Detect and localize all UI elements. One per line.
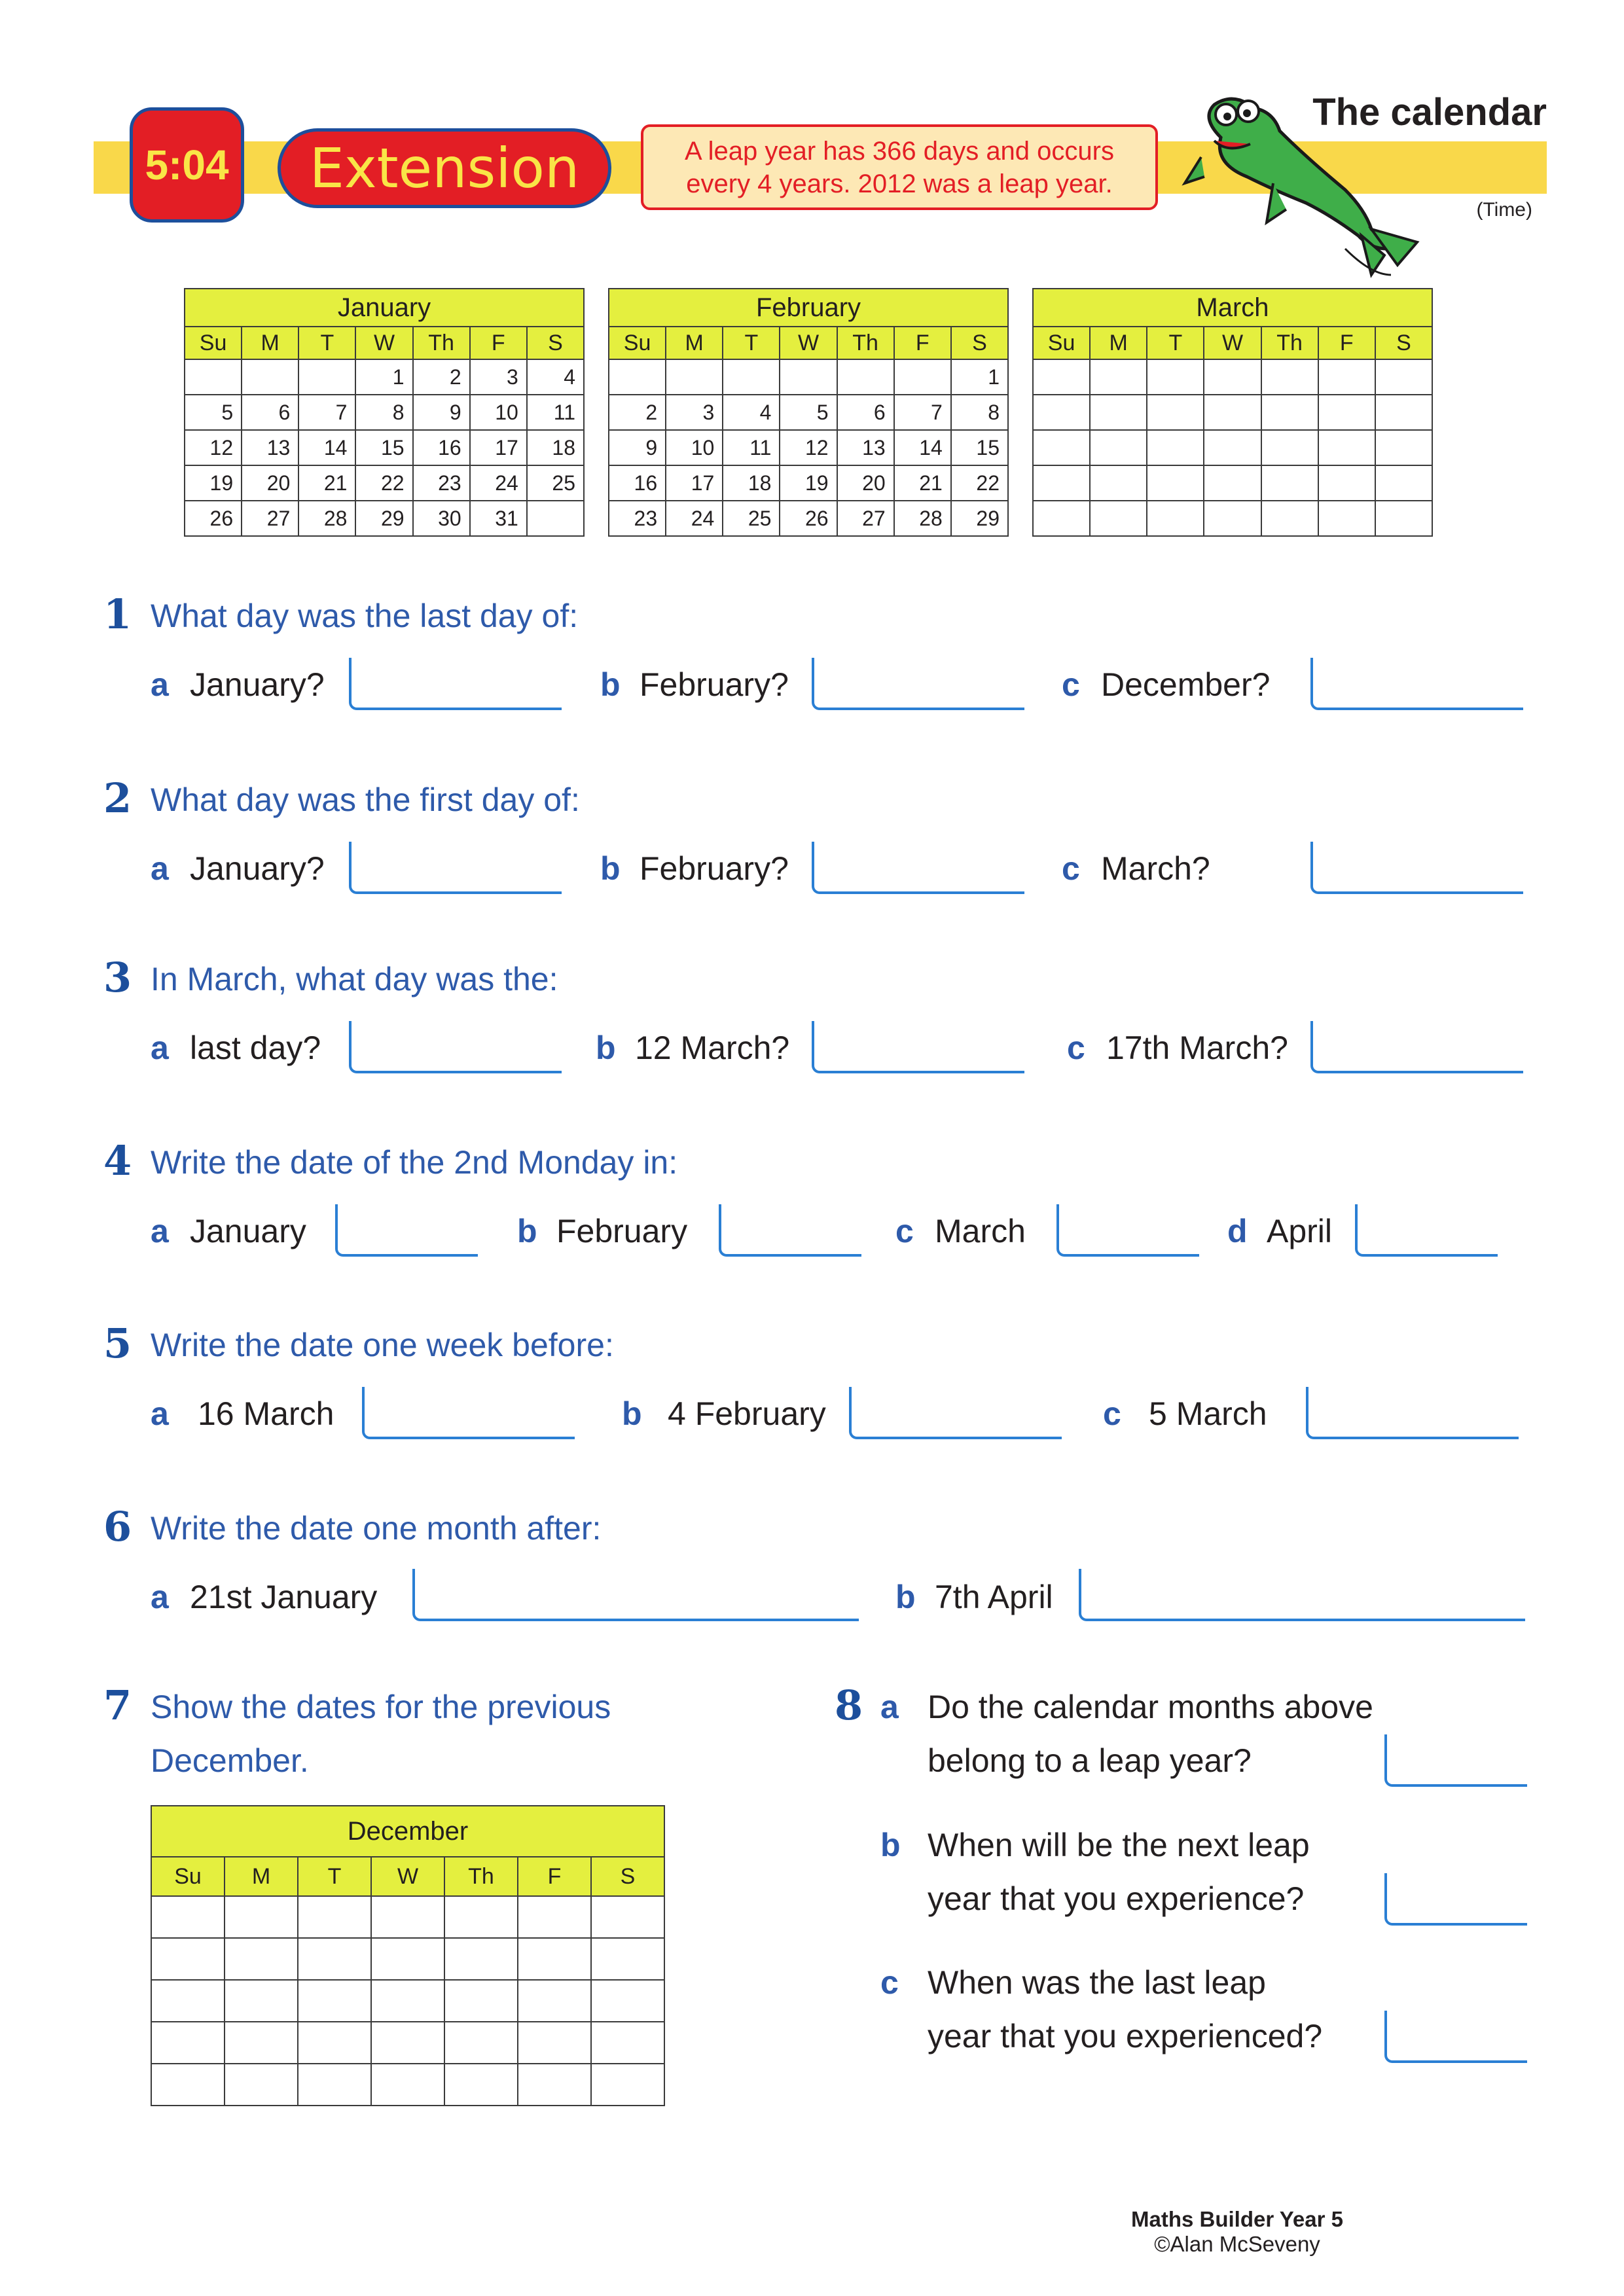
calendar-day-cell: 9 bbox=[609, 430, 666, 465]
calendar-march bbox=[1032, 288, 1433, 537]
calendar-day-cell bbox=[1261, 501, 1318, 536]
answer-box[interactable] bbox=[1310, 842, 1523, 894]
calendar-day-cell[interactable] bbox=[151, 1896, 225, 1938]
leap-year-note bbox=[641, 124, 1158, 210]
calendar-day-cell bbox=[666, 359, 723, 395]
weekday-label: F bbox=[470, 327, 527, 359]
calendar-january bbox=[184, 288, 585, 537]
calendar-day-cell: 4 bbox=[723, 395, 780, 430]
calendar-day-cell: 26 bbox=[185, 501, 242, 536]
calendar-day-cell[interactable] bbox=[298, 2022, 371, 2064]
calendar-day-cell bbox=[1318, 465, 1375, 501]
calendar-day-cell[interactable] bbox=[225, 1896, 298, 1938]
part-label: a bbox=[151, 1395, 169, 1432]
part-text: 4 February bbox=[668, 1395, 826, 1432]
calendar-day-cell bbox=[1375, 501, 1432, 536]
part-text: December? bbox=[1101, 666, 1271, 703]
part-text: year that you experience? bbox=[928, 1880, 1305, 1917]
calendar-day-cell bbox=[1318, 430, 1375, 465]
calendar-day-cell: 14 bbox=[894, 430, 951, 465]
answer-box[interactable] bbox=[1079, 1569, 1525, 1621]
calendar-day-cell: 6 bbox=[837, 395, 894, 430]
weekday-label: M bbox=[1090, 327, 1147, 359]
calendar-day-cell: 13 bbox=[837, 430, 894, 465]
weekday-label: S bbox=[1375, 327, 1432, 359]
copyright: ©Alan McSeveny bbox=[1154, 2232, 1320, 2256]
calendar-day-cell[interactable] bbox=[518, 2022, 591, 2064]
calendar-day-cell bbox=[1147, 501, 1204, 536]
question-text: What day was the first day of: bbox=[151, 781, 580, 818]
part-text: January bbox=[190, 1213, 306, 1249]
weekday-label: W bbox=[371, 1857, 444, 1896]
question-number: 1 bbox=[103, 590, 132, 638]
calendar-day-cell bbox=[1033, 501, 1090, 536]
question-number: 3 bbox=[103, 954, 132, 1001]
part-text: When was the last leap bbox=[928, 1964, 1266, 2001]
question-text: Write the date of the 2nd Monday in: bbox=[151, 1144, 678, 1181]
answer-box[interactable] bbox=[335, 1204, 478, 1257]
calendar-day-cell[interactable] bbox=[298, 1938, 371, 1980]
question-number: 6 bbox=[103, 1503, 132, 1551]
part-text: 5 March bbox=[1149, 1395, 1267, 1432]
calendar-december bbox=[151, 1805, 665, 2106]
calendar-month-name: January bbox=[185, 289, 584, 327]
calendar-day-cell bbox=[185, 359, 242, 395]
part-text: January? bbox=[190, 850, 325, 887]
calendar-day-cell bbox=[1033, 359, 1090, 395]
calendar-day-cell bbox=[1318, 501, 1375, 536]
calendar-day-cell: 10 bbox=[666, 430, 723, 465]
note-line-1: A leap year has 366 days and occurs bbox=[685, 137, 1114, 166]
calendar-day-cell bbox=[1261, 395, 1318, 430]
calendar-day-cell bbox=[1147, 359, 1204, 395]
calendar-day-cell[interactable] bbox=[444, 1938, 518, 1980]
calendar-day-cell: 16 bbox=[413, 430, 470, 465]
weekday-label: Su bbox=[185, 327, 242, 359]
calendar-day-cell[interactable] bbox=[518, 1938, 591, 1980]
calendar-day-cell[interactable] bbox=[371, 1938, 444, 1980]
weekday-label: T bbox=[298, 327, 355, 359]
calendar-day-cell: 23 bbox=[413, 465, 470, 501]
calendar-february bbox=[608, 288, 1009, 537]
calendar-day-cell bbox=[1261, 359, 1318, 395]
calendar-day-cell[interactable] bbox=[444, 2022, 518, 2064]
weekday-label: W bbox=[780, 327, 837, 359]
calendar-day-cell bbox=[1261, 430, 1318, 465]
calendar-day-cell: 19 bbox=[780, 465, 837, 501]
weekday-label: Th bbox=[413, 327, 470, 359]
calendar-day-cell: 5 bbox=[185, 395, 242, 430]
calendar-day-cell: 9 bbox=[413, 395, 470, 430]
calendar-day-cell[interactable] bbox=[151, 2022, 225, 2064]
part-label: b bbox=[880, 1827, 901, 1863]
part-text: 12 March? bbox=[635, 1030, 790, 1066]
calendar-day-cell: 17 bbox=[666, 465, 723, 501]
part-text: belong to a leap year? bbox=[928, 1742, 1252, 1779]
part-label: a bbox=[151, 666, 169, 703]
part-label: c bbox=[895, 1213, 914, 1249]
calendar-day-cell bbox=[1204, 395, 1261, 430]
question-number: 8 bbox=[835, 1681, 863, 1729]
calendar-day-cell bbox=[1090, 430, 1147, 465]
calendar-day-cell bbox=[609, 359, 666, 395]
part-text: February? bbox=[640, 666, 789, 703]
question-number: 7 bbox=[103, 1681, 132, 1729]
calendar-day-cell bbox=[1204, 430, 1261, 465]
calendar-day-cell bbox=[1147, 430, 1204, 465]
calendar-day-cell: 3 bbox=[666, 395, 723, 430]
calendar-day-cell[interactable] bbox=[298, 2064, 371, 2106]
answer-box[interactable] bbox=[349, 1021, 562, 1073]
part-text: 17th March? bbox=[1106, 1030, 1288, 1066]
calendar-day-cell[interactable] bbox=[371, 2022, 444, 2064]
part-text: 7th April bbox=[935, 1579, 1053, 1615]
answer-box[interactable] bbox=[1310, 1021, 1523, 1073]
calendar-day-cell bbox=[1033, 430, 1090, 465]
part-label: a bbox=[151, 1579, 169, 1615]
calendar-day-cell: 22 bbox=[951, 465, 1008, 501]
weekday-label: F bbox=[518, 1857, 591, 1896]
calendar-day-cell bbox=[1147, 465, 1204, 501]
weekday-label: S bbox=[951, 327, 1008, 359]
question-number: 4 bbox=[103, 1137, 132, 1185]
calendar-day-cell: 8 bbox=[951, 395, 1008, 430]
calendar-day-cell: 11 bbox=[527, 395, 584, 430]
part-label: b bbox=[596, 1030, 616, 1066]
weekday-label: F bbox=[1318, 327, 1375, 359]
calendar-day-cell: 20 bbox=[837, 465, 894, 501]
calendar-day-cell bbox=[1147, 395, 1204, 430]
extension-badge bbox=[278, 128, 611, 208]
part-text: March bbox=[935, 1213, 1026, 1249]
part-label: b bbox=[517, 1213, 537, 1249]
calendar-day-cell: 28 bbox=[298, 501, 355, 536]
calendar-day-cell[interactable] bbox=[151, 1938, 225, 1980]
calendar-day-cell: 27 bbox=[242, 501, 298, 536]
calendar-day-cell: 20 bbox=[242, 465, 298, 501]
weekday-label: T bbox=[298, 1857, 371, 1896]
question-text: Write the date one week before: bbox=[151, 1327, 614, 1363]
calendar-day-cell[interactable] bbox=[225, 2022, 298, 2064]
calendar-day-cell: 3 bbox=[470, 359, 527, 395]
calendar-day-cell bbox=[1375, 359, 1432, 395]
calendar-day-cell[interactable] bbox=[518, 1980, 591, 2022]
calendar-day-cell bbox=[1090, 395, 1147, 430]
calendar-day-cell bbox=[780, 359, 837, 395]
part-text: March? bbox=[1101, 850, 1210, 887]
weekday-label: Th bbox=[444, 1857, 518, 1896]
calendar-month-name: December bbox=[151, 1806, 664, 1857]
calendar-day-cell[interactable] bbox=[151, 2064, 225, 2106]
calendar-day-cell: 12 bbox=[185, 430, 242, 465]
calendar-day-cell: 25 bbox=[527, 465, 584, 501]
part-label: a bbox=[151, 850, 169, 887]
part-text: February bbox=[556, 1213, 688, 1249]
part-text: April bbox=[1267, 1213, 1333, 1249]
part-label: a bbox=[880, 1689, 899, 1725]
calendar-day-cell[interactable] bbox=[591, 1938, 664, 1980]
calendar-day-cell: 21 bbox=[298, 465, 355, 501]
calendar-day-cell bbox=[1375, 430, 1432, 465]
calendar-day-cell: 2 bbox=[609, 395, 666, 430]
calendar-day-cell: 26 bbox=[780, 501, 837, 536]
calendar-day-cell[interactable] bbox=[151, 1980, 225, 2022]
calendar-day-cell: 10 bbox=[470, 395, 527, 430]
calendar-day-cell: 13 bbox=[242, 430, 298, 465]
calendar-day-cell: 24 bbox=[470, 465, 527, 501]
answer-box[interactable] bbox=[812, 1021, 1024, 1073]
calendar-day-cell[interactable] bbox=[591, 1896, 664, 1938]
answer-box[interactable] bbox=[349, 658, 562, 710]
part-text: year that you experienced? bbox=[928, 2018, 1323, 2054]
calendar-day-cell: 15 bbox=[355, 430, 412, 465]
weekday-label: S bbox=[527, 327, 584, 359]
calendar-day-cell bbox=[1204, 465, 1261, 501]
answer-box[interactable] bbox=[849, 1387, 1062, 1439]
weekday-label: M bbox=[666, 327, 723, 359]
weekday-label: M bbox=[242, 327, 298, 359]
part-label: b bbox=[895, 1579, 916, 1615]
part-label: b bbox=[622, 1395, 642, 1432]
calendar-day-cell: 1 bbox=[951, 359, 1008, 395]
answer-box[interactable] bbox=[1384, 1734, 1527, 1787]
calendar-day-cell[interactable] bbox=[518, 1896, 591, 1938]
answer-box[interactable] bbox=[349, 842, 562, 894]
calendar-month-name: March bbox=[1033, 289, 1432, 327]
calendar-day-cell: 17 bbox=[470, 430, 527, 465]
calendar-day-cell[interactable] bbox=[225, 1980, 298, 2022]
part-text: Do the calendar months above bbox=[928, 1689, 1373, 1725]
section-code: 5:04 bbox=[145, 141, 229, 188]
question-text: Show the dates for the previous bbox=[151, 1689, 611, 1725]
question-text: Write the date one month after: bbox=[151, 1510, 602, 1547]
part-label: c bbox=[1103, 1395, 1121, 1432]
calendar-day-cell: 29 bbox=[951, 501, 1008, 536]
calendar-day-cell: 7 bbox=[298, 395, 355, 430]
answer-box[interactable] bbox=[362, 1387, 575, 1439]
answer-box[interactable] bbox=[1056, 1204, 1199, 1257]
calendar-day-cell bbox=[837, 359, 894, 395]
part-label: b bbox=[600, 850, 621, 887]
question-text: What day was the last day of: bbox=[151, 598, 579, 634]
part-text: When will be the next leap bbox=[928, 1827, 1310, 1863]
weekday-label: T bbox=[1147, 327, 1204, 359]
section-code-badge bbox=[130, 107, 244, 223]
question-number: 5 bbox=[103, 1319, 132, 1367]
calendar-day-cell bbox=[1204, 501, 1261, 536]
calendar-day-cell[interactable] bbox=[444, 2064, 518, 2106]
part-text: 16 March bbox=[198, 1395, 334, 1432]
calendar-day-cell: 29 bbox=[355, 501, 412, 536]
calendar-day-cell: 8 bbox=[355, 395, 412, 430]
calendar-day-cell: 23 bbox=[609, 501, 666, 536]
calendar-day-cell bbox=[1090, 465, 1147, 501]
answer-box[interactable] bbox=[719, 1204, 861, 1257]
part-label: b bbox=[600, 666, 621, 703]
calendar-day-cell bbox=[1318, 395, 1375, 430]
answer-box[interactable] bbox=[1310, 658, 1523, 710]
weekday-label: F bbox=[894, 327, 951, 359]
calendar-day-cell bbox=[1090, 501, 1147, 536]
calendar-day-cell: 25 bbox=[723, 501, 780, 536]
calendar-day-cell bbox=[298, 359, 355, 395]
weekday-label: S bbox=[591, 1857, 664, 1896]
calendar-day-cell[interactable] bbox=[591, 2064, 664, 2106]
calendar-day-cell bbox=[1033, 465, 1090, 501]
calendar-day-cell bbox=[1375, 465, 1432, 501]
calendar-day-cell[interactable] bbox=[225, 1938, 298, 1980]
calendar-day-cell[interactable] bbox=[298, 1896, 371, 1938]
answer-box[interactable] bbox=[1384, 1873, 1527, 1926]
calendar-day-cell[interactable] bbox=[518, 2064, 591, 2106]
part-label: a bbox=[151, 1213, 169, 1249]
calendar-day-cell: 28 bbox=[894, 501, 951, 536]
calendar-day-cell: 18 bbox=[723, 465, 780, 501]
calendar-day-cell[interactable] bbox=[225, 2064, 298, 2106]
weekday-label: T bbox=[723, 327, 780, 359]
part-label: c bbox=[1062, 666, 1080, 703]
weekday-label: W bbox=[355, 327, 412, 359]
calendar-day-cell bbox=[1261, 465, 1318, 501]
part-text: February? bbox=[640, 850, 789, 887]
part-label: c bbox=[880, 1964, 899, 2001]
calendar-day-cell bbox=[527, 501, 584, 536]
calendar-day-cell: 1 bbox=[355, 359, 412, 395]
calendar-day-cell: 15 bbox=[951, 430, 1008, 465]
calendar-day-cell: 31 bbox=[470, 501, 527, 536]
calendar-day-cell bbox=[723, 359, 780, 395]
note-line-2: every 4 years. 2012 was a leap year. bbox=[686, 170, 1113, 198]
question-text: In March, what day was the: bbox=[151, 961, 558, 997]
footer bbox=[1080, 2207, 1394, 2257]
calendar-day-cell[interactable] bbox=[444, 1980, 518, 2022]
calendar-day-cell[interactable] bbox=[591, 1980, 664, 2022]
weekday-label: Su bbox=[609, 327, 666, 359]
answer-box[interactable] bbox=[1355, 1204, 1498, 1257]
answer-box[interactable] bbox=[1384, 2011, 1527, 2063]
weekday-label: M bbox=[225, 1857, 298, 1896]
section-title: Extension bbox=[309, 136, 580, 200]
question-text: December. bbox=[151, 1742, 309, 1779]
weekday-label: Th bbox=[1261, 327, 1318, 359]
calendar-day-cell: 21 bbox=[894, 465, 951, 501]
part-label: c bbox=[1067, 1030, 1085, 1066]
calendar-day-cell: 11 bbox=[723, 430, 780, 465]
calendar-day-cell: 22 bbox=[355, 465, 412, 501]
calendar-day-cell: 16 bbox=[609, 465, 666, 501]
answer-box[interactable] bbox=[1306, 1387, 1519, 1439]
calendar-day-cell bbox=[1204, 359, 1261, 395]
part-text: January? bbox=[190, 666, 325, 703]
calendar-day-cell: 5 bbox=[780, 395, 837, 430]
part-label: a bbox=[151, 1030, 169, 1066]
weekday-label: Su bbox=[1033, 327, 1090, 359]
calendar-day-cell: 12 bbox=[780, 430, 837, 465]
answer-box[interactable] bbox=[812, 658, 1024, 710]
weekday-label: Th bbox=[837, 327, 894, 359]
calendar-month-name: February bbox=[609, 289, 1008, 327]
calendar-day-cell bbox=[894, 359, 951, 395]
calendar-day-cell: 14 bbox=[298, 430, 355, 465]
part-text: last day? bbox=[190, 1030, 321, 1066]
question-number: 2 bbox=[103, 774, 132, 822]
calendar-day-cell bbox=[1375, 395, 1432, 430]
answer-box[interactable] bbox=[412, 1569, 859, 1621]
book-title: Maths Builder Year 5 bbox=[1130, 2207, 1344, 2231]
calendar-day-cell bbox=[242, 359, 298, 395]
calendar-day-cell[interactable] bbox=[371, 1980, 444, 2022]
calendar-day-cell bbox=[1033, 395, 1090, 430]
calendar-day-cell[interactable] bbox=[444, 1896, 518, 1938]
part-label: d bbox=[1227, 1213, 1248, 1249]
calendar-day-cell: 7 bbox=[894, 395, 951, 430]
calendar-day-cell[interactable] bbox=[298, 1980, 371, 2022]
answer-box[interactable] bbox=[812, 842, 1024, 894]
calendar-day-cell: 24 bbox=[666, 501, 723, 536]
calendar-day-cell[interactable] bbox=[591, 2022, 664, 2064]
calendar-day-cell: 4 bbox=[527, 359, 584, 395]
calendar-day-cell: 27 bbox=[837, 501, 894, 536]
calendar-day-cell[interactable] bbox=[371, 1896, 444, 1938]
calendar-day-cell: 19 bbox=[185, 465, 242, 501]
calendar-day-cell: 18 bbox=[527, 430, 584, 465]
weekday-label: Su bbox=[151, 1857, 225, 1896]
calendar-day-cell: 6 bbox=[242, 395, 298, 430]
part-label: c bbox=[1062, 850, 1080, 887]
calendar-day-cell: 30 bbox=[413, 501, 470, 536]
calendar-day-cell bbox=[1090, 359, 1147, 395]
calendar-day-cell[interactable] bbox=[371, 2064, 444, 2106]
part-text: 21st January bbox=[190, 1579, 378, 1615]
calendar-day-cell: 2 bbox=[413, 359, 470, 395]
strand-label: (Time) bbox=[1476, 199, 1532, 221]
calendar-day-cell bbox=[1318, 359, 1375, 395]
topic-title: The calendar bbox=[1312, 91, 1547, 134]
weekday-label: W bbox=[1204, 327, 1261, 359]
